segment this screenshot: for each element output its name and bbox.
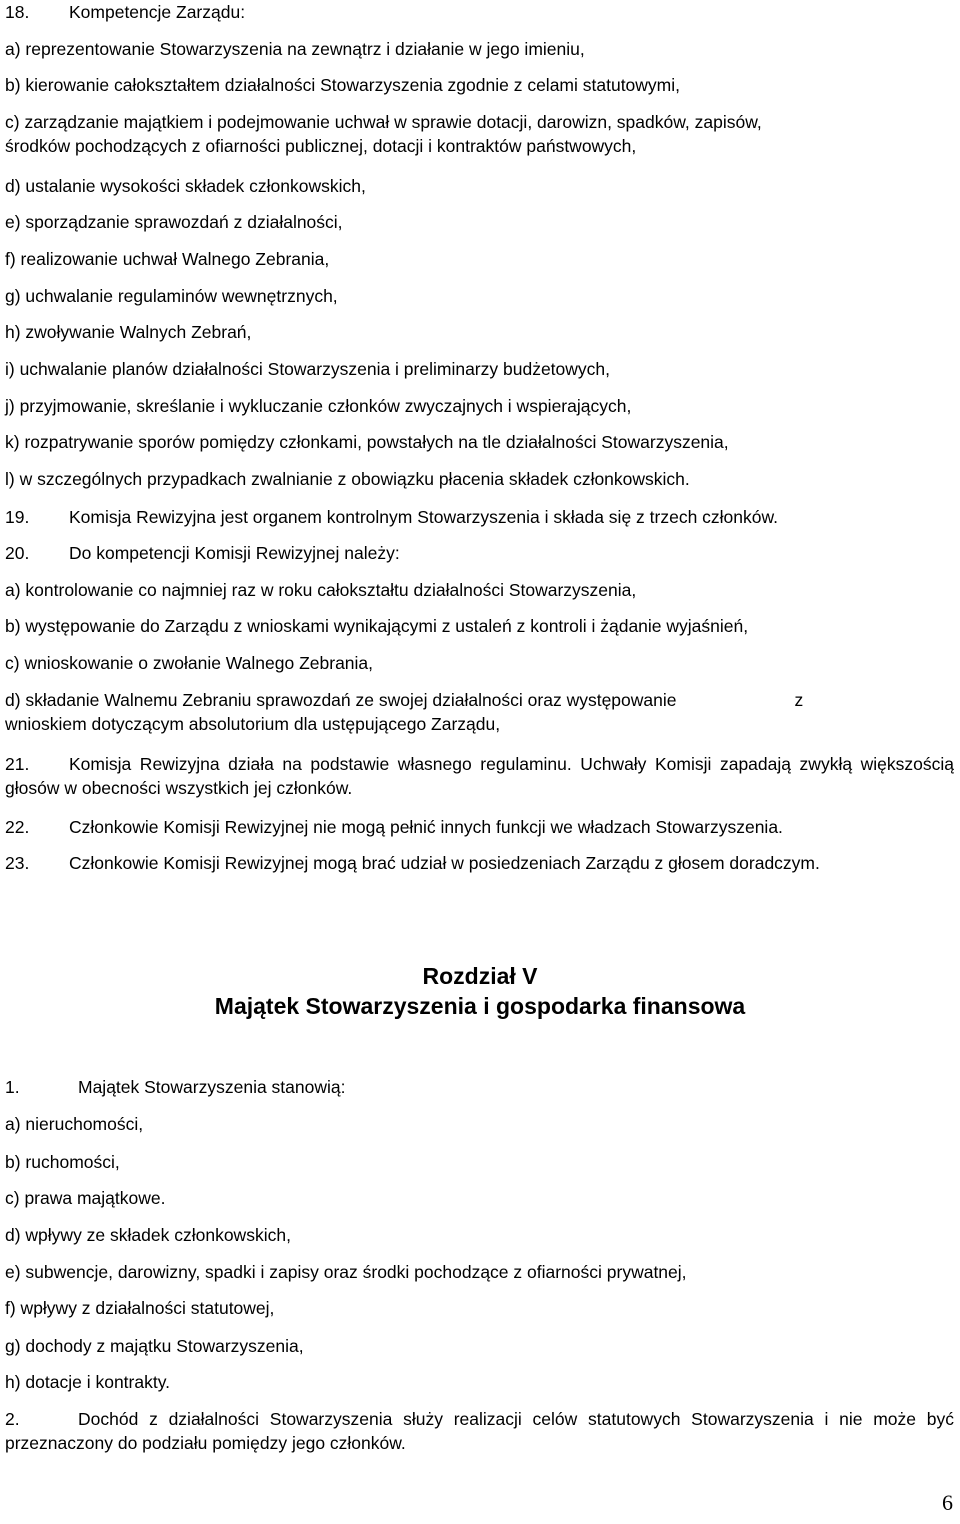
chapter-title: Rozdział V — [422, 963, 538, 989]
s1-number: 1. — [5, 1077, 20, 1097]
list-item: f) realizowanie uchwał Walnego Zebrania, — [5, 249, 330, 269]
list-item-d — [5, 688, 954, 712]
art22-paragraph — [5, 815, 954, 839]
art18-title: Kompetencje Zarządu: — [69, 2, 246, 22]
s2-number: 2. — [5, 1409, 20, 1429]
list-item: b) kierowanie całokształtem działalności Stowarzyszenia zgodnie z celami statutowymi, — [5, 75, 681, 95]
list-item: e) sporządzanie sprawozdań z działalności, — [5, 212, 343, 232]
art20-heading — [5, 541, 954, 565]
list-item-d-z: z — [794, 690, 804, 710]
list-item-d-line1: d) składanie Walnemu Zebraniu sprawozdań ze swojej działalności oraz występowanie — [5, 690, 677, 710]
s2-paragraph — [5, 1407, 954, 1455]
list-item: g) uchwalanie regulaminów wewnętrznych, — [5, 286, 338, 306]
chapter-subtitle: Majątek Stowarzyszenia i gospodarka finansowa — [214, 993, 746, 1019]
list-item: b) występowanie do Zarządu z wnioskami wynikającymi z ustaleń z kontroli i żądanie wyjaśnień, — [5, 616, 749, 636]
list-item: a) reprezentowanie Stowarzyszenia na zewnątrz i działanie w jego imieniu, — [5, 39, 585, 59]
page-number: 6 — [942, 1490, 953, 1515]
list-item: i) uchwalanie planów działalności Stowarzyszenia i preliminarzy budżetowych, — [5, 359, 611, 379]
list-item: e) subwencje, darowizny, spadki i zapisy oraz środki pochodzące z ofiarności prywatnej, — [5, 1262, 687, 1282]
list-item: d) wpływy ze składek członkowskich, — [5, 1225, 291, 1245]
art21-number: 21. — [5, 754, 30, 774]
art18-number: 18. — [5, 2, 30, 22]
list-item: c) prawa majątkowe. — [5, 1188, 166, 1208]
list-item: k) rozpatrywanie sporów pomiędzy członkami, powstałych na tle działalności Stowarzyszenia, — [5, 432, 729, 452]
art21-text: Komisja Rewizyjna działa na podstawie własnego regulaminu. Uchwały Komisji zapadają zwykłą większością głosów w obecności wszystkich jej członków. — [5, 754, 954, 798]
art18-heading — [5, 0, 954, 24]
list-item: l) w szczególnych przypadkach zwalnianie z obowiązku płacenia składek członkowskich. — [5, 469, 690, 489]
list-item: c) zarządzanie majątkiem i podejmowanie uchwał w sprawie dotacji, darowizn, spadków, zapisów, — [5, 112, 762, 132]
art19-text: Komisja Rewizyjna jest organem kontrolnym Stowarzyszenia i składa się z trzech członków. — [69, 507, 779, 527]
art22-number: 22. — [5, 817, 30, 837]
list-item: g) dochody z majątku Stowarzyszenia, — [5, 1336, 304, 1356]
art23-text: Członkowie Komisji Rewizyjnej mogą brać udział w posiedzeniach Zarządu z głosem doradczym. — [69, 853, 820, 873]
list-item-d-line2: wnioskiem dotyczącym absolutorium dla ustępującego Zarządu, — [5, 714, 501, 734]
art20-number: 20. — [5, 543, 30, 563]
s1-heading — [5, 1075, 954, 1099]
s1-title: Majątek Stowarzyszenia stanowią: — [78, 1077, 346, 1097]
art19-paragraph — [5, 505, 954, 529]
list-item: h) zwoływanie Walnych Zebrań, — [5, 322, 252, 342]
art23-paragraph — [5, 851, 954, 875]
list-item: b) ruchomości, — [5, 1152, 120, 1172]
art20-title: Do kompetencji Komisji Rewizyjnej należy: — [69, 543, 400, 563]
list-item: c) wnioskowanie o zwołanie Walnego Zebrania, — [5, 653, 374, 673]
list-item: a) kontrolowanie co najmniej raz w roku całokształtu działalności Stowarzyszenia, — [5, 580, 637, 600]
list-item: h) dotacje i kontrakty. — [5, 1372, 171, 1392]
list-item: środków pochodzących z ofiarności publicznej, dotacji i kontraktów państwowych, — [5, 136, 637, 156]
s2-text: Dochód z działalności Stowarzyszenia służy realizacji celów statutowych Stowarzyszenia i nie może być przeznaczony do podziału pomiędzy jego członków. — [5, 1409, 954, 1453]
list-item: d) ustalanie wysokości składek członkowskich, — [5, 176, 366, 196]
art23-number: 23. — [5, 853, 30, 873]
list-item: f) wpływy z działalności statutowej, — [5, 1298, 275, 1318]
list-item: j) przyjmowanie, skreślanie i wykluczanie członków zwyczajnych i wspierających, — [5, 396, 632, 416]
art21-paragraph — [5, 752, 954, 800]
list-item: a) nieruchomości, — [5, 1114, 144, 1134]
art19-number: 19. — [5, 507, 30, 527]
art22-text: Członkowie Komisji Rewizyjnej nie mogą pełnić innych funkcji we władzach Stowarzyszenia. — [69, 817, 783, 837]
